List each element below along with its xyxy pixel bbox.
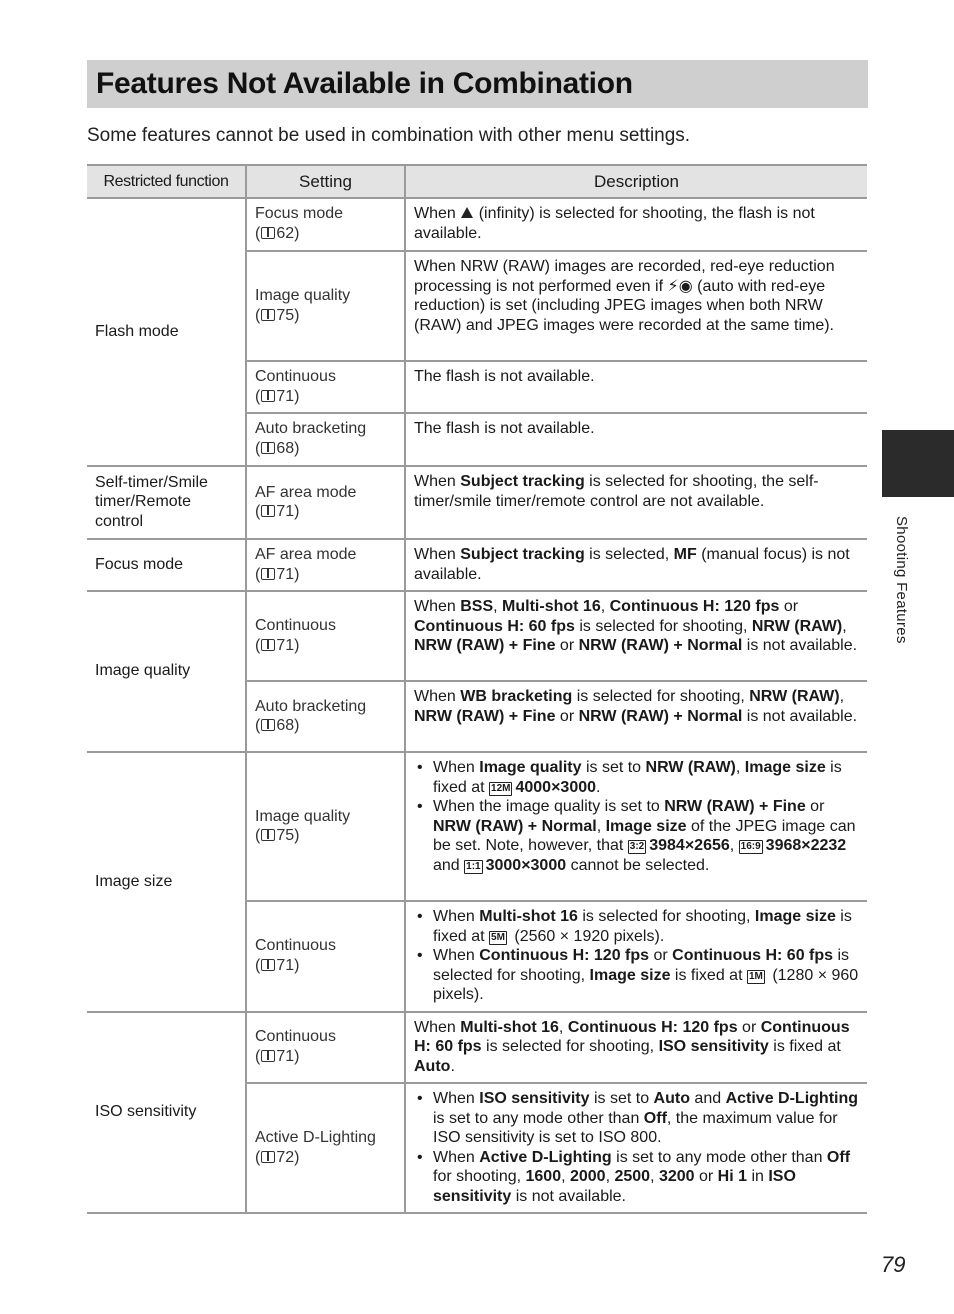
table-header-row: [87, 165, 867, 198]
image-size-3-2-icon: 3:2: [629, 841, 645, 852]
setting-cell: [246, 752, 405, 901]
list-item: • When Continuous H: 120 fps or Continuous H: 60 fps is selected for shooting, Image size is fixed at 1M (1280 × 960 pixels).: [433, 946, 859, 1005]
table-row: [87, 1012, 867, 1084]
description-cell: When Multi-shot 16, Continuous H: 120 fps or Continuous H: 60 fps is selected for shooting, ISO sensitivity is fixed at Auto.: [405, 1012, 867, 1084]
function-cell: Image size: [87, 752, 246, 1012]
description-cell: When NRW (RAW) images are recorded, red-eye reduction processing is not performed even if ⚡◉ (auto with red-eye reduction) is set (including JPEG images when both NRW (RAW) and JPEG images were recorded at the same time).: [405, 251, 867, 361]
setting-cell: [246, 198, 405, 251]
section-tab: [882, 430, 954, 497]
book-icon: [261, 227, 275, 239]
setting-label: Continuous: [255, 368, 336, 385]
page-ref: ( 71): [255, 387, 300, 405]
description-cell: When BSS, Multi-shot 16, Continuous H: 120 fps or Continuous H: 60 fps is selected for shooting, NRW (RAW), NRW (RAW) + Fine or NRW (RAW) + Normal is not available.: [405, 591, 867, 681]
setting-label: Continuous: [255, 1028, 336, 1046]
ref-number: 72: [276, 1148, 295, 1166]
image-size-1-1-icon: 1:1: [466, 860, 481, 872]
image-size-1m-icon: 1M: [748, 970, 763, 982]
setting-cell: [246, 591, 405, 681]
description-cell: When (infinity) is selected for shooting, the flash is not available.: [405, 198, 867, 251]
description-cell: The flash is not available.: [405, 413, 867, 466]
setting-cell: [246, 251, 405, 361]
function-cell: Self-timer/Smile timer/Remote control: [87, 466, 246, 539]
page-ref: ( 75): [255, 827, 300, 844]
setting-cell: [246, 413, 405, 466]
book-icon: [261, 568, 275, 580]
setting-label: Image quality: [255, 287, 351, 304]
function-cell: Flash mode: [87, 198, 246, 466]
ref-number: 75: [276, 827, 295, 844]
book-icon: [261, 505, 275, 517]
setting-label: Continuous: [255, 617, 336, 634]
function-cell: Image quality: [87, 591, 246, 752]
ref-number: 71: [276, 956, 295, 974]
table-row: [87, 591, 867, 681]
list-item: • When the image quality is set to NRW (RAW) + Fine or NRW (RAW) + Normal, Image size of the JPEG image can be set. Note, however, that 3:2 3984×2656, 16:9 3968×2232 and 1:1 3000×3000 cannot be selected.: [433, 797, 859, 875]
page-ref: ( 68): [255, 439, 300, 457]
page-ref: ( 68): [255, 717, 300, 734]
list-item: • When Active D-Lighting is set to any mode other than Off for shooting, 1600, 2000, 2500, 3200 or Hi 1 in ISO sensitivity is not available.: [433, 1148, 859, 1207]
mountain-infinity-icon: [460, 205, 474, 219]
ref-number: 71: [276, 636, 295, 654]
function-cell: ISO sensitivity: [87, 1012, 246, 1214]
setting-cell: [246, 361, 405, 413]
table-row: [87, 198, 867, 251]
ref-number: 68: [276, 439, 295, 457]
table-row: [87, 539, 867, 591]
description-cell: When WB bracketing is selected for shooting, NRW (RAW), NRW (RAW) + Fine or NRW (RAW) + Normal is not available.: [405, 681, 867, 752]
book-icon: [261, 1050, 275, 1062]
function-cell: Focus mode: [87, 539, 246, 591]
setting-cell: [246, 681, 405, 752]
setting-label: Auto bracketing: [255, 697, 367, 715]
setting-label: Continuous: [255, 937, 336, 955]
title-bar: [87, 60, 868, 108]
image-size-5m-icon: 5M: [491, 931, 505, 943]
ref-number: 75: [276, 306, 295, 324]
description-cell: When Subject tracking is selected, MF (manual focus) is not available.: [405, 539, 867, 591]
restrictions-table: [87, 164, 867, 1214]
setting-cell: [246, 1012, 405, 1084]
setting-label: Auto bracketing: [255, 420, 367, 437]
table-row: [87, 752, 867, 901]
page-ref: ( 72): [255, 1148, 300, 1166]
setting-label: Active D-Lighting: [255, 1129, 376, 1146]
setting-label: AF area mode: [255, 483, 357, 501]
book-icon: [261, 1151, 275, 1163]
intro-text: Some features cannot be used in combination with other menu settings.: [87, 125, 691, 146]
book-icon: [261, 719, 275, 731]
image-size-12m-icon: 12M: [491, 782, 511, 794]
header-setting: Setting: [246, 165, 405, 198]
page-ref: ( 71): [255, 565, 300, 583]
page-ref: ( 62): [255, 224, 300, 242]
ref-number: 68: [276, 717, 295, 734]
description-cell: [405, 752, 867, 901]
description-cell: [405, 901, 867, 1012]
header-restricted-function: Restricted function: [87, 165, 246, 198]
book-icon: [261, 639, 275, 651]
description-cell: [405, 1083, 867, 1213]
setting-cell: [246, 539, 405, 591]
book-icon: [261, 309, 275, 321]
page-title: Features Not Available in Combination: [96, 67, 633, 100]
description-cell: The flash is not available.: [405, 361, 867, 413]
section-label: Shooting Features: [893, 516, 910, 644]
book-icon: [261, 829, 275, 841]
manual-focus-icon: MF: [673, 546, 697, 563]
list-item: • When Multi-shot 16 is selected for shooting, Image size is fixed at 5M (2560 × 1920 pixels).: [433, 907, 859, 946]
book-icon: [261, 959, 275, 971]
setting-cell: [246, 1083, 405, 1213]
ref-number: 71: [276, 503, 295, 520]
page-ref: ( 71): [255, 956, 300, 974]
ref-number: 71: [276, 1047, 295, 1065]
flash-redeye-icon: ⚡◉: [667, 277, 693, 295]
page-ref: ( 71): [255, 503, 300, 520]
book-icon: [261, 390, 275, 402]
ref-number: 62: [276, 224, 295, 242]
setting-cell: [246, 466, 405, 539]
image-size-16-9-icon: 16:9: [740, 841, 761, 852]
list-item: • When Image quality is set to NRW (RAW), Image size is fixed at 12M 4000×3000.: [433, 758, 859, 797]
setting-label: Image quality: [255, 807, 351, 825]
ref-number: 71: [276, 387, 295, 405]
book-icon: [261, 442, 275, 454]
table-row: [87, 466, 867, 539]
page-number: 79: [881, 1252, 906, 1277]
header-description: Description: [405, 165, 867, 198]
setting-label: AF area mode: [255, 546, 357, 563]
page-ref: ( 75): [255, 306, 300, 324]
list-item: • When ISO sensitivity is set to Auto and Active D-Lighting is set to any mode other than Off, the maximum value for ISO sensitivity is set to ISO 800.: [433, 1089, 859, 1148]
page-ref: ( 71): [255, 1047, 300, 1065]
setting-cell: [246, 901, 405, 1012]
page-ref: ( 71): [255, 636, 300, 654]
description-cell: When Subject tracking is selected for shooting, the self-timer/smile timer/remote control are not available.: [405, 466, 867, 539]
setting-label: Focus mode: [255, 205, 344, 222]
ref-number: 71: [276, 565, 295, 583]
